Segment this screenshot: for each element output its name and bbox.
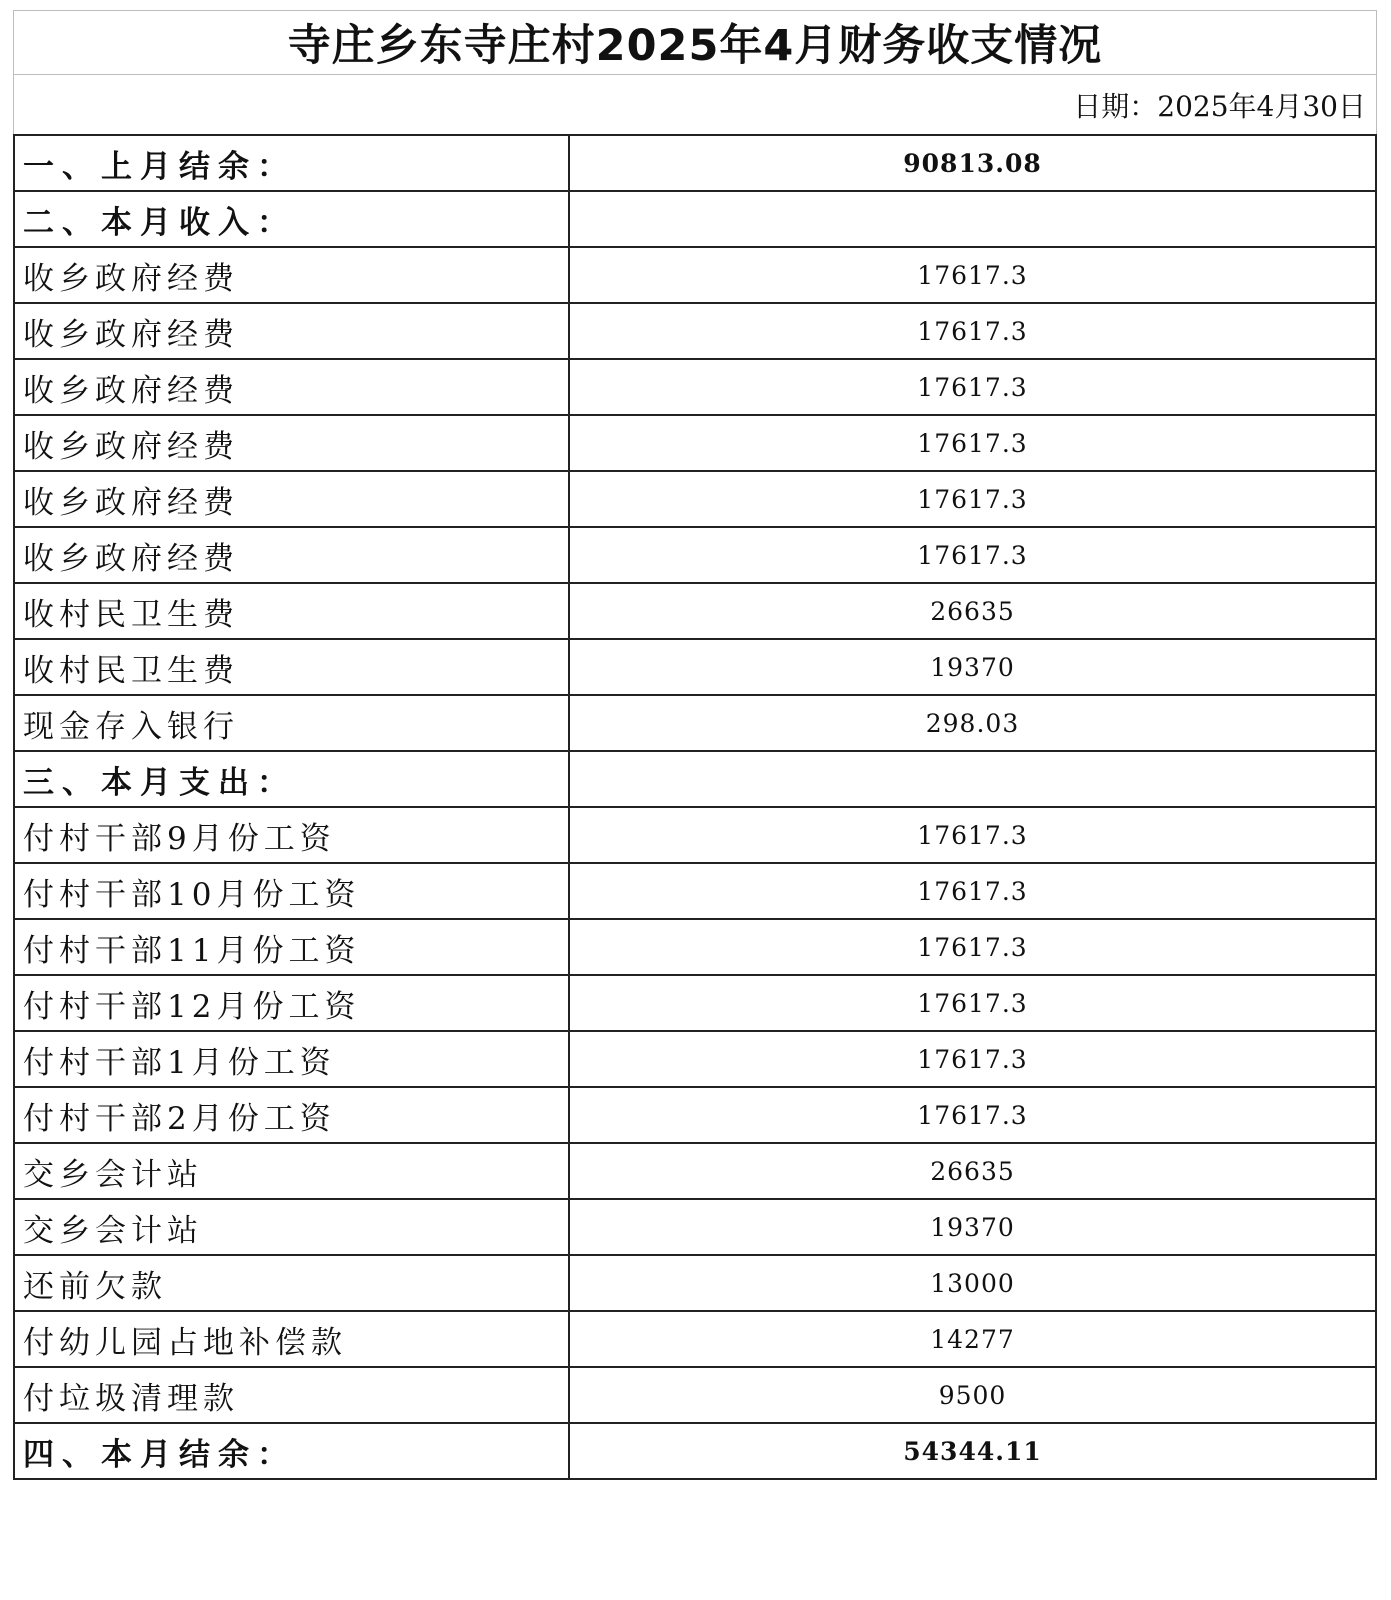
row-label: 二、本月收入： bbox=[14, 191, 569, 247]
row-label: 付村干部10月份工资 bbox=[14, 863, 569, 919]
table-row bbox=[14, 919, 1376, 975]
row-label: 收乡政府经费 bbox=[14, 247, 569, 303]
table-row bbox=[14, 1199, 1376, 1255]
table-row bbox=[14, 527, 1376, 583]
row-amount: 17617.3 bbox=[569, 1031, 1376, 1087]
row-label: 收乡政府经费 bbox=[14, 527, 569, 583]
row-amount: 19370 bbox=[569, 1199, 1376, 1255]
table-row bbox=[14, 1087, 1376, 1143]
row-label: 付村干部2月份工资 bbox=[14, 1087, 569, 1143]
row-amount: 26635 bbox=[569, 583, 1376, 639]
row-label: 收乡政府经费 bbox=[14, 471, 569, 527]
table-row bbox=[14, 1255, 1376, 1311]
table-row bbox=[14, 975, 1376, 1031]
section-row bbox=[14, 751, 1376, 807]
row-label: 三、本月支出： bbox=[14, 751, 569, 807]
ledger-table bbox=[13, 134, 1377, 1480]
row-amount: 26635 bbox=[569, 1143, 1376, 1199]
row-label: 交乡会计站 bbox=[14, 1143, 569, 1199]
row-amount: 17617.3 bbox=[569, 247, 1376, 303]
row-amount bbox=[569, 751, 1376, 807]
row-amount: 9500 bbox=[569, 1367, 1376, 1423]
row-label: 四、本月结余： bbox=[14, 1423, 569, 1479]
row-amount: 17617.3 bbox=[569, 359, 1376, 415]
table-row bbox=[14, 471, 1376, 527]
row-label: 付村干部11月份工资 bbox=[14, 919, 569, 975]
row-amount: 17617.3 bbox=[569, 303, 1376, 359]
row-amount: 17617.3 bbox=[569, 415, 1376, 471]
row-amount: 14277 bbox=[569, 1311, 1376, 1367]
row-label: 现金存入银行 bbox=[14, 695, 569, 751]
row-label: 一、上月结余： bbox=[14, 135, 569, 191]
row-label: 收乡政府经费 bbox=[14, 359, 569, 415]
ledger-sheet bbox=[13, 10, 1377, 1480]
table-row bbox=[14, 247, 1376, 303]
row-amount bbox=[569, 191, 1376, 247]
table-row bbox=[14, 415, 1376, 471]
table-row bbox=[14, 1311, 1376, 1367]
table-row bbox=[14, 1143, 1376, 1199]
section-row bbox=[14, 1423, 1376, 1479]
row-label: 收村民卫生费 bbox=[14, 583, 569, 639]
row-amount: 17617.3 bbox=[569, 919, 1376, 975]
page-title: 寺庄乡东寺庄村2025年4月财务收支情况 bbox=[13, 10, 1377, 74]
table-row bbox=[14, 1367, 1376, 1423]
row-amount: 17617.3 bbox=[569, 1087, 1376, 1143]
row-amount: 19370 bbox=[569, 639, 1376, 695]
section-row bbox=[14, 135, 1376, 191]
table-row bbox=[14, 359, 1376, 415]
row-label: 收乡政府经费 bbox=[14, 303, 569, 359]
table-row bbox=[14, 695, 1376, 751]
table-row bbox=[14, 807, 1376, 863]
row-label: 交乡会计站 bbox=[14, 1199, 569, 1255]
section-row bbox=[14, 191, 1376, 247]
ledger-body bbox=[14, 135, 1376, 1479]
row-label: 付幼儿园占地补偿款 bbox=[14, 1311, 569, 1367]
row-amount: 90813.08 bbox=[569, 135, 1376, 191]
row-amount: 17617.3 bbox=[569, 807, 1376, 863]
date-label: 日期：2025年4月30日 bbox=[13, 74, 1377, 134]
row-label: 收乡政府经费 bbox=[14, 415, 569, 471]
table-row bbox=[14, 583, 1376, 639]
row-label: 还前欠款 bbox=[14, 1255, 569, 1311]
row-label: 付村干部9月份工资 bbox=[14, 807, 569, 863]
row-label: 收村民卫生费 bbox=[14, 639, 569, 695]
row-amount: 17617.3 bbox=[569, 471, 1376, 527]
row-amount: 54344.11 bbox=[569, 1423, 1376, 1479]
row-amount: 17617.3 bbox=[569, 863, 1376, 919]
row-amount: 17617.3 bbox=[569, 975, 1376, 1031]
table-row bbox=[14, 1031, 1376, 1087]
row-label: 付村干部1月份工资 bbox=[14, 1031, 569, 1087]
row-amount: 17617.3 bbox=[569, 527, 1376, 583]
row-amount: 298.03 bbox=[569, 695, 1376, 751]
row-amount: 13000 bbox=[569, 1255, 1376, 1311]
table-row bbox=[14, 863, 1376, 919]
row-label: 付村干部12月份工资 bbox=[14, 975, 569, 1031]
row-label: 付垃圾清理款 bbox=[14, 1367, 569, 1423]
table-row bbox=[14, 303, 1376, 359]
table-row bbox=[14, 639, 1376, 695]
